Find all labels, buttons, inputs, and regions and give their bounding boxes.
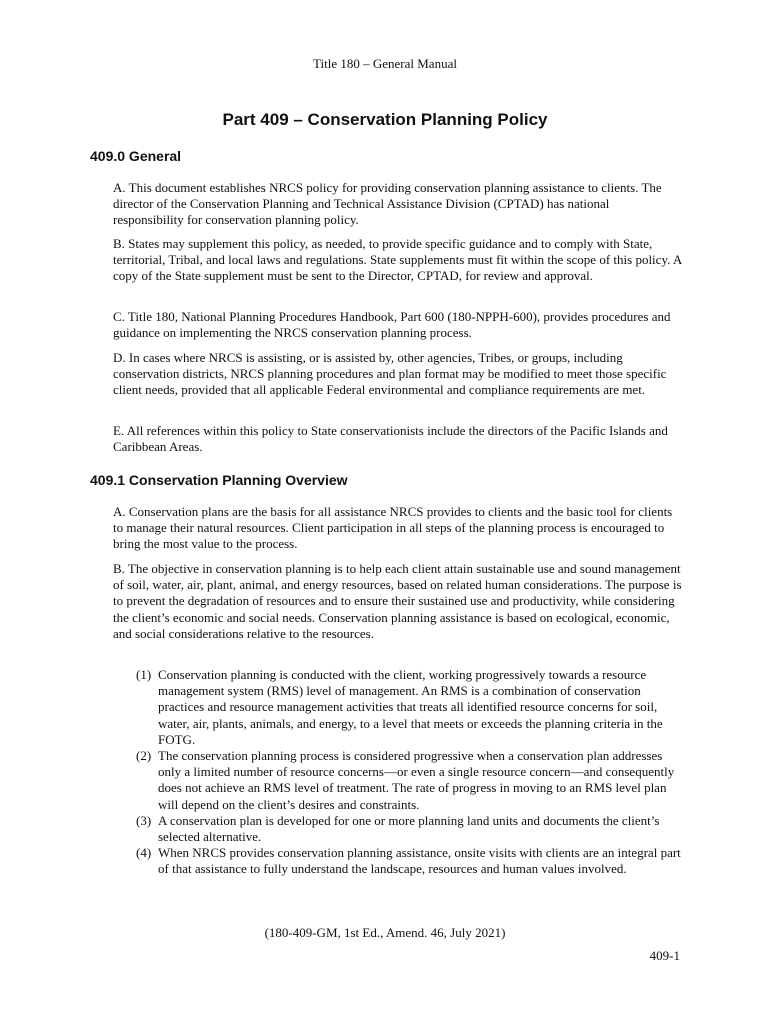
paragraph-409-1-a: A. Conservation plans are the basis for all assistance NRCS provides to clients and the basic tool for clients to manage their natural resources. Client participation in all steps of the planning process is encouraged to bring the most value to the process.	[113, 504, 673, 552]
list-item	[136, 748, 684, 813]
section-heading-409-0: 409.0 General	[90, 148, 182, 164]
list-item-text: When NRCS provides conservation planning assistance, onsite visits with clients are an integral part of that assistance to fully understand the landscape, resources and human values involved.	[158, 845, 681, 877]
page-title: Part 409 – Conservation Planning Policy	[222, 110, 548, 129]
list-item	[136, 845, 684, 877]
paragraph-409-0-c: C. Title 180, National Planning Procedures Handbook, Part 600 (180-NPPH-600), provides procedures and guidance on implementing the NRCS conservation planning process.	[113, 309, 671, 341]
footer-citation: (180-409-GM, 1st Ed., Amend. 46, July 2021)	[264, 925, 506, 940]
list-item-number: (2)	[136, 748, 152, 764]
paragraph-409-1-b: B. The objective in conservation planning is to help each client attain sustainable use and sound management of soil, water, air, plant, animal, and energy resources, based on related human considerations. The purpose is to prevent the degradation of resources and to ensure their sustained use and productivity, while considering the client’s economic and social needs. Conservation planning assistance is based on ecological, economic, and social considerations relative to the resources.	[113, 561, 682, 641]
paragraph-409-0-d: D. In cases where NRCS is assisting, or is assisted by, other agencies, Tribes, or groups, including conservation districts, NRCS planning procedures and plan format may be modified to meet those specific client needs, provided that all applicable Federal environmental and compliance requirements are met.	[113, 350, 667, 398]
list-item-text: Conservation planning is conducted with the client, working progressively towards a resource management system (RMS) level of management. An RMS is a combination of conservation practices and resource management activities that treats all identified resource concerns for soil, water, air, plants, animals, and energy, to a level that meets or exceeds the planning criteria in the FOTG.	[158, 667, 663, 747]
section-heading-409-1: 409.1 Conservation Planning Overview	[90, 472, 348, 488]
list-item-text: A conservation plan is developed for one or more planning land units and documents the client’s selected alternative.	[158, 812, 660, 845]
paragraph-409-0-e: E. All references within this policy to State conservationists include the directors of the Pacific Islands and Caribbean Areas.	[113, 423, 668, 455]
list-item	[136, 667, 684, 748]
page-number: 409-1	[649, 948, 680, 963]
list-item	[136, 813, 684, 845]
list-item-text: The conservation planning process is considered progressive when a conservation plan addresses only a limited number of resource concerns—or even a single resource concern—and consequently does not achieve an RMS level of treatment. The rate of progress in moving to an RMS level plan will depend on the client’s desires and constraints.	[158, 748, 675, 812]
list-item-number: (3)	[136, 812, 152, 828]
numbered-list	[136, 667, 684, 878]
paragraph-409-0-a: A. This document establishes NRCS policy for providing conservation planning assistance to clients. The director of the Conservation Planning and Technical Assistance Division (CPTAD) has national responsibility for conservation planning policy.	[113, 180, 662, 228]
list-item-number: (4)	[136, 845, 152, 861]
running-header: Title 180 – General Manual	[313, 56, 457, 71]
paragraph-409-0-b: B. States may supplement this policy, as needed, to provide specific guidance and to comply with State, territorial, Tribal, and local laws and regulations. State supplements must fit within the scope of this policy. A copy of the State supplement must be sent to the Director, CPTAD, for review and approval.	[113, 236, 682, 284]
list-item-number: (1)	[136, 667, 152, 682]
